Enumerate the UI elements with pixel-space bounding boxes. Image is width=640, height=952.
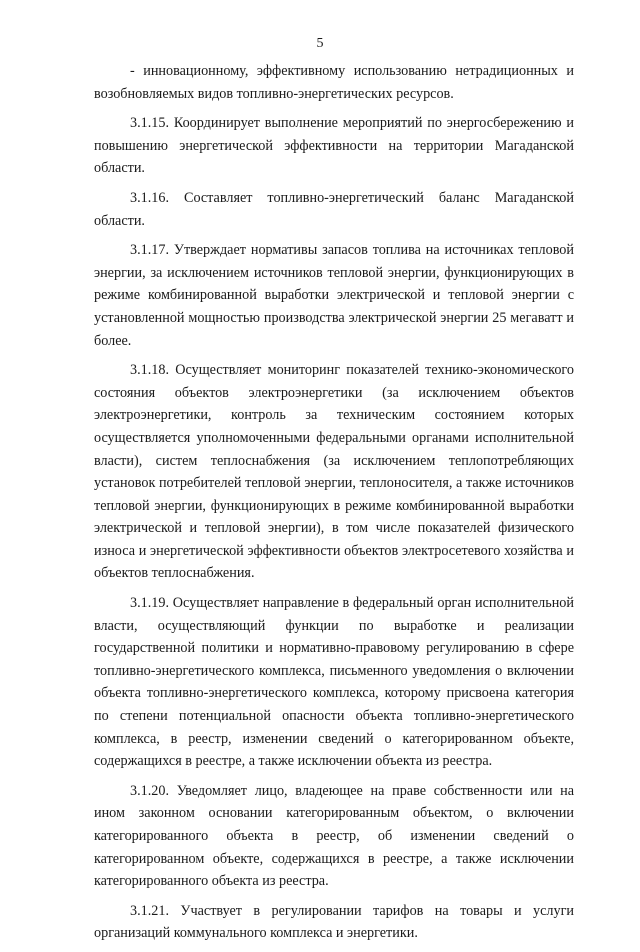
paragraph-3-1-17: 3.1.17. Утверждает нормативы запасов топлива на источниках тепловой энергии, за исключением источников тепловой энергии, функционирующих в режиме комбинированной выработки электрической и тепловой энергии с установленной мощностью производства электрической энергии 25 мегаватт и более.: [94, 242, 574, 349]
document-body: [94, 60, 574, 952]
page-number: 5: [316, 36, 324, 51]
paragraph-3-1-16: 3.1.16. Составляет топливно-энергетический баланс Магаданской области.: [94, 189, 574, 229]
paragraph-3-1-15: 3.1.15. Координирует выполнение мероприятий по энергосбережению и повышению энергетической эффективности на территории Магаданской области.: [94, 115, 574, 177]
paragraph-3-1-21: 3.1.21. Участвует в регулировании тарифов на товары и услуги организаций коммунального комплекса и энергетики.: [94, 902, 574, 942]
paragraph-3-1-18: 3.1.18. Осуществляет мониторинг показателей технико-экономического состояния объектов электроэнергетики (за исключением объектов электроэнергетики, контроль за техническим состоянием которых осуществляется уполномоченными федеральными органами исполнительной власти), систем теплоснабжения (за исключением теплопотребляющих установок потребителей тепловой энергии, теплоносителя, а также источников тепловой энергии, функционирующих в режиме комбинированной выработки электрической и тепловой энергии), в том числе показателей физического износа и энергетической эффективности объектов электросетевого хозяйства и объектов теплоснабжения.: [94, 362, 574, 582]
paragraph-innovation: - инновационному, эффективному использованию нетрадиционных и возобновляемых видов топливно-энергетических ресурсов.: [94, 63, 574, 102]
paragraph-3-1-20: 3.1.20. Уведомляет лицо, владеющее на праве собственности или на ином законном основании категорированным объектом, о включении категорированного объекта в реестр, об изменении сведений о категорированном объекте, содержащихся в реестре, а также исключении категорированного объекта из реестра.: [94, 782, 574, 890]
paragraph-3-1-19: 3.1.19. Осуществляет направление в федеральный орган исполнительной власти, осуществляющий функции по выработке и реализации государственной политики и нормативно-правовому регулированию в сфере топливно-энергетического комплекса, письменного уведомления о включении объекта топливно-энергетического комплекса, которому присвоена категория по степени потенциальной опасности объекта топливно-энергетического комплекса, в реестр, изменении сведений о категорированном объекте, содержащихся в реестре, а также исключении объекта из реестра.: [94, 595, 574, 770]
